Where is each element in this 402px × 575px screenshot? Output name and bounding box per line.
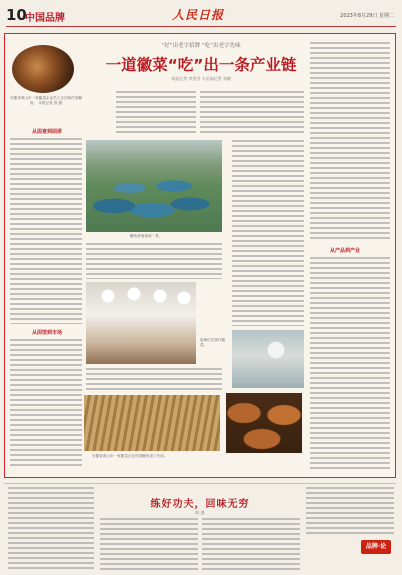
photo-chefs: [86, 282, 196, 364]
body-column-left-2: [10, 339, 82, 467]
masthead: [6, 6, 396, 27]
issue-date: 2023年8月29日 星期二: [340, 13, 394, 19]
photo-fish-baskets: [226, 393, 302, 453]
hero-photo-fish-dish: [12, 45, 74, 93]
essay-column-center-2: [202, 518, 300, 570]
article-kicker: “好”出老字招牌 “吃”出老字先味: [161, 43, 241, 49]
body-column-left-1: [10, 138, 82, 324]
photo-processing-workshop: [84, 395, 220, 451]
hero-photo-caption: 安徽省黄山市一家徽菜企业员工正在制作臭鳜鱼。 本报记者 郑 摄: [10, 96, 82, 105]
essay-title: 练好功夫，回味无穷: [150, 499, 250, 510]
caption-chefs: 厨师们在制作徽菜。: [200, 338, 226, 347]
section-title: 中国品牌: [25, 13, 65, 24]
caption-fish-farm: 鳜鱼养殖基地一景。: [130, 234, 163, 238]
body-column-right-2: [310, 257, 390, 469]
body-column-right-1: [310, 42, 390, 242]
page-number: 10: [6, 6, 27, 24]
paper-logo: 人民日报: [172, 8, 225, 22]
lede-paragraph: [116, 91, 196, 135]
essay-author: 陈 盛: [195, 510, 205, 515]
caption-processing-workshop: 安徽省黄山市一家徽菜企业的臭鳜鱼加工车间。: [92, 454, 168, 458]
photo-fish-farm: [86, 140, 222, 232]
divider-line: [4, 483, 396, 484]
body-column-center: [86, 243, 222, 279]
article-byline: 本报记者 李金谷 人民网记者 刘晓: [171, 76, 231, 81]
subhead-2: 从面馆到市场: [32, 330, 63, 336]
article-headline: 一道徽菜“吃”出一条产业链: [105, 56, 297, 74]
lede-paragraph-2: [200, 91, 304, 135]
body-column-center-2: [86, 368, 222, 392]
essay-column-left: [8, 487, 94, 571]
subhead-1: 从面宴到面席: [32, 129, 63, 135]
column-badge: 品牌·论: [361, 540, 391, 554]
essay-column-right: [306, 487, 394, 537]
subhead-3: 从产品到产业: [330, 248, 361, 254]
essay-column-center-1: [100, 518, 198, 570]
body-column-mid-right: [232, 140, 304, 326]
photo-worker: [232, 330, 304, 388]
